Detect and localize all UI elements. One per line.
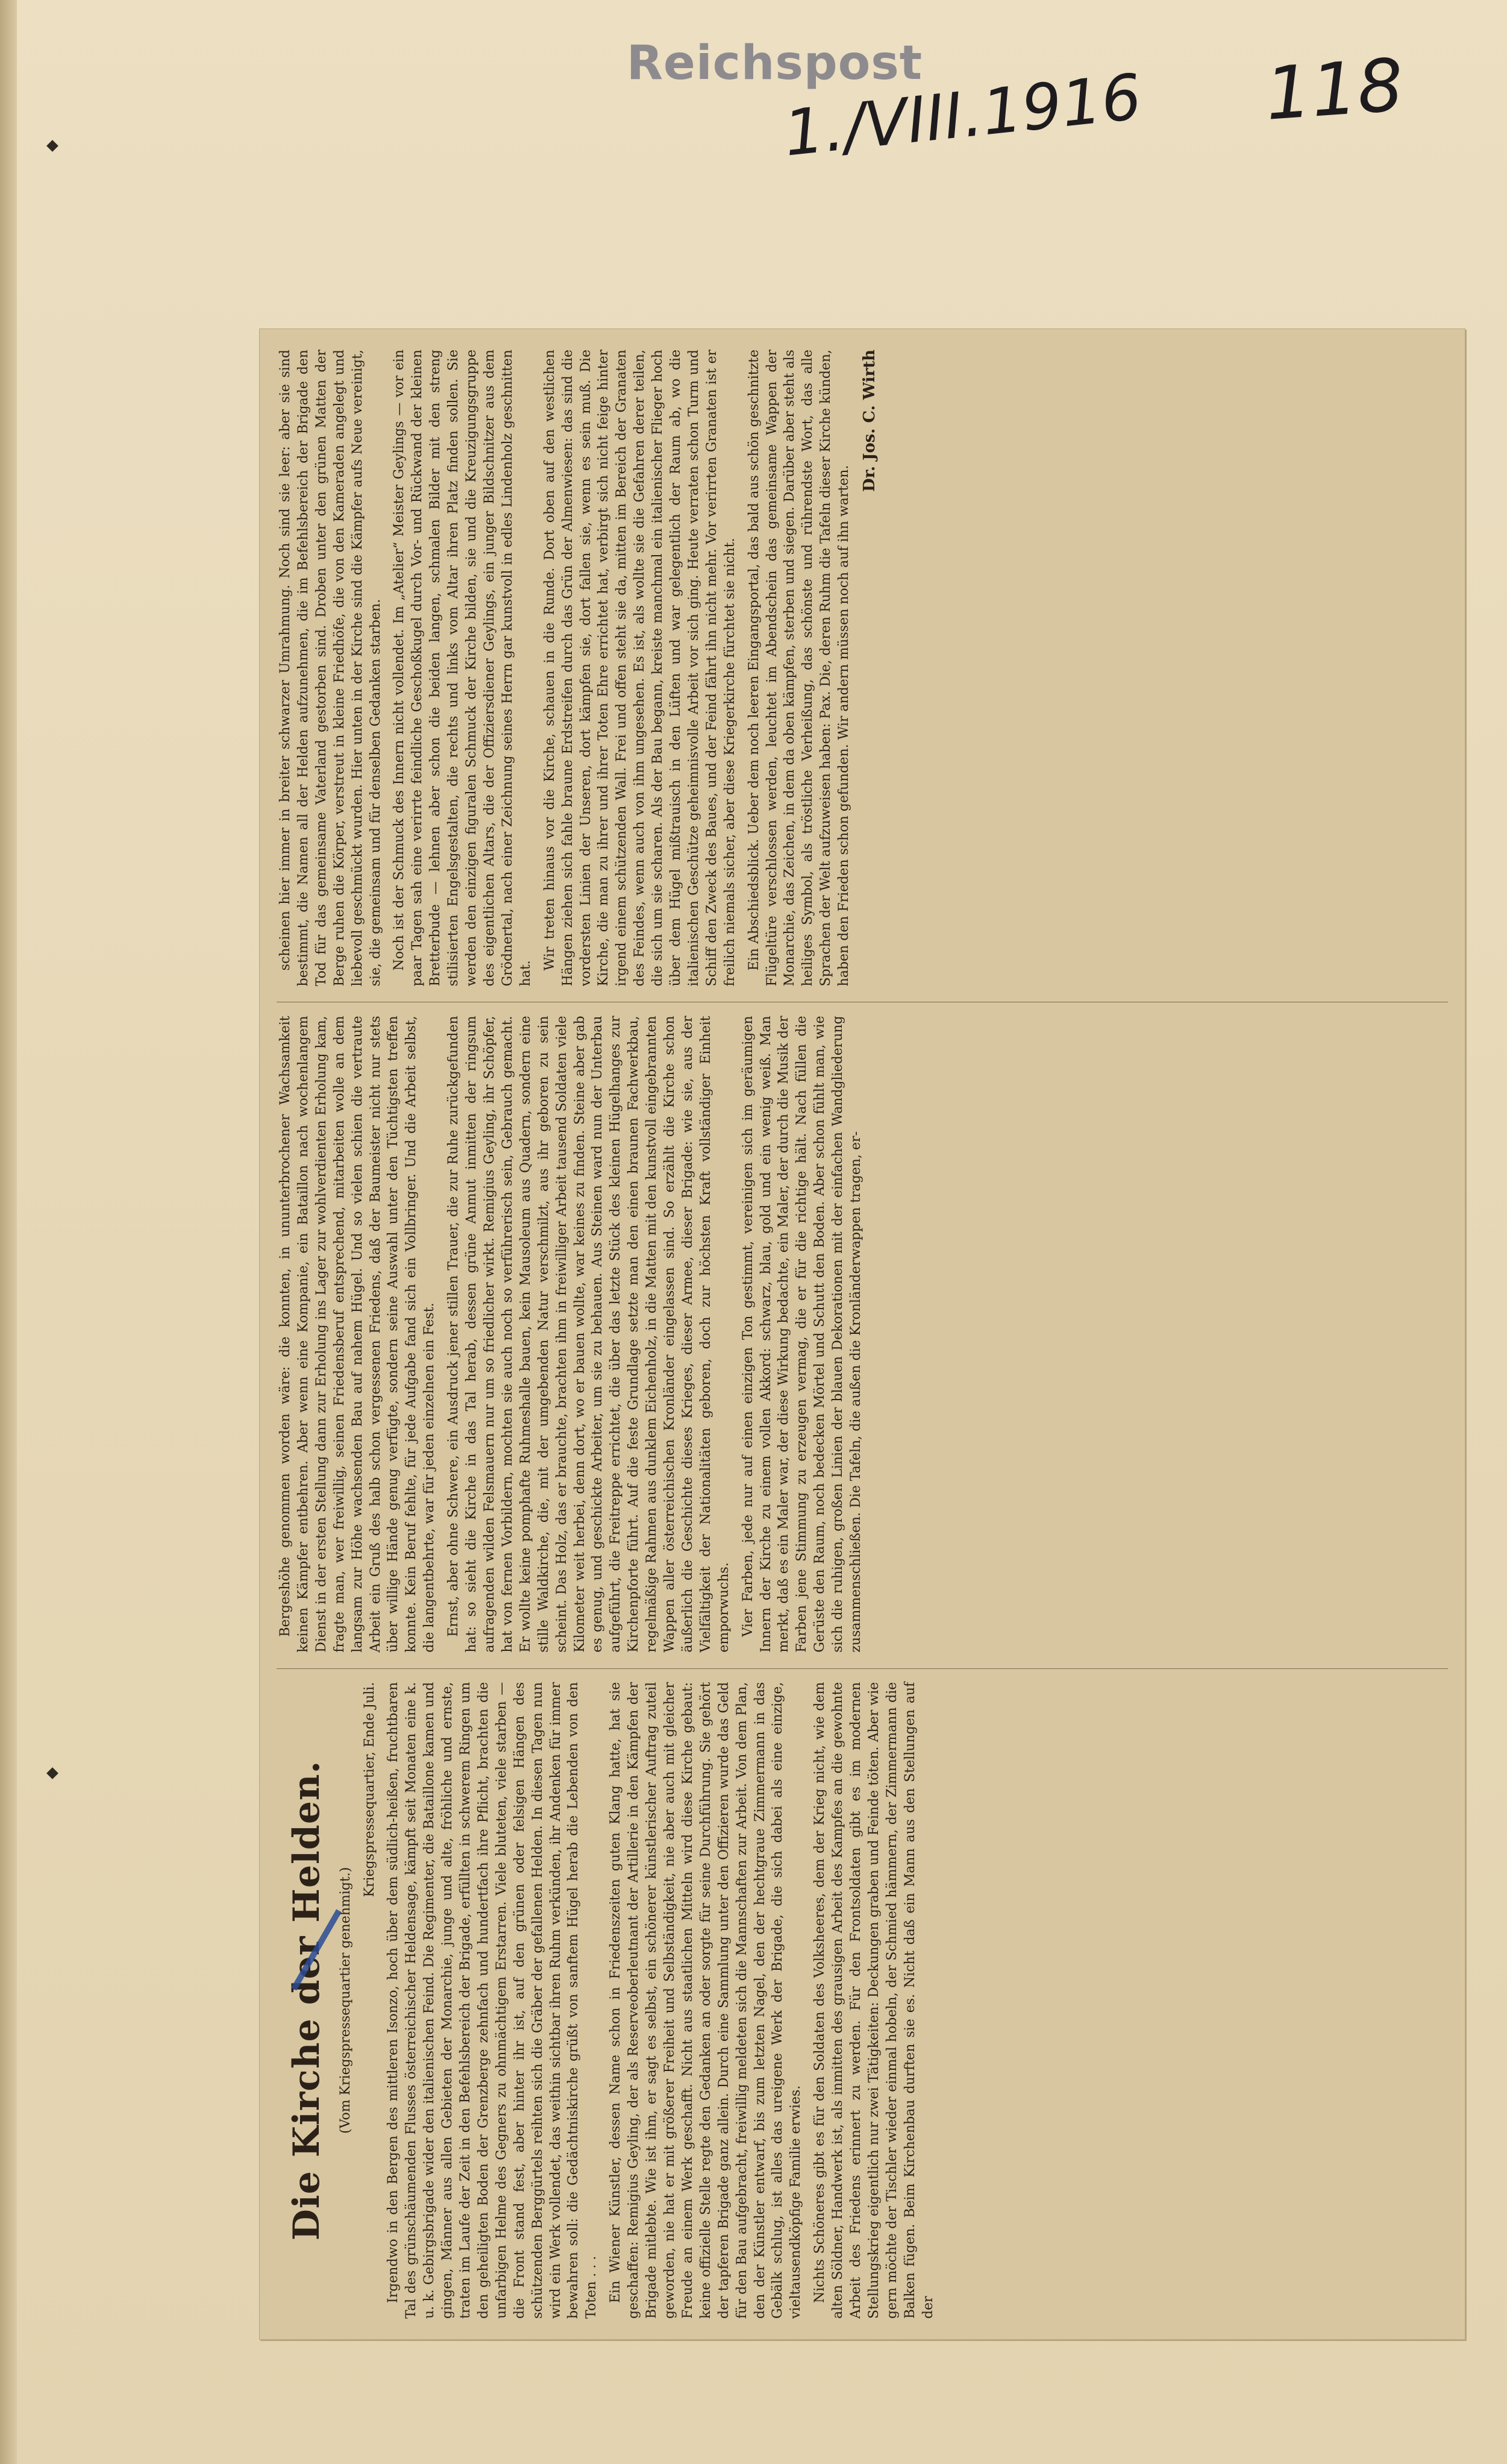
folio-number: 118 (1262, 43, 1406, 137)
article-paragraph: Noch ist der Schmuck des Innern nicht vollendet. Im „Atelier“ Meister Geylings — vor ein paar Tagen sah eine verirrte feindliche Geschoßkugel durch Vor- und Rückwand der kleinen Bretterbude — lehnen aber schon die beiden langen, schmalen Bilder mit den streng stilisierten Engelsgestalten, die rechts und links vom Altar ihren Platz finden sollen. Sie werden den einzigen figuralen Schmuck der Kirche bilden, sie und die Kreuzigungsgruppe des eigentlichen Altars, die der Offiziersdiener Geylings, ein junger Bildschnitzer aus dem Grödnertal, nach einer Zeichnung seines Herrn gar kunstvoll in edles Lindenholz geschnitten hat. (392, 350, 533, 987)
newspaper-stamp: Reichspost (627, 36, 923, 90)
pin-mark-icon (46, 140, 58, 152)
article-paragraph: Ein Wiener Künstler, dessen Name schon in Friedenszeiten guten Klang hatte, hat sie geschaffen: Remigius Geyling, der als Reserveoberleutnant der Artillerie in den Kämpfen der Brigade mitlebte. Wie ist ihm, er sagt es selbst, ein schönerer künstlerischer Auftrag zuteil geworden, nie hat er mit größerer Freiheit und Selbständigkeit, nie aber auch mit gleicher Freude an einem Werk geschafft. Nicht aus staatlichen Mitteln wird diese Kirche gebaut: keine offizielle Stelle regte den Gedanken an oder sorgte für seine Durchführung. Sie gehört der tapferen Brigade ganz allein. Durch eine Sammlung unter den Offizieren wurde das Geld für den Bau aufgebracht, freiwillig meldeten sich die Mannschaften zur Arbeit. Von dem Plan, den der Künstler entwarf, bis zum letzten Nagel, den der hechtgraue Zimmermann in das Gebälk schlug, ist alles das ureigene Werk der Brigade, die sich dabei als eine einzige, vieltausendköpfige Familie erwies. (608, 1682, 804, 2319)
article-paragraph: Nichts Schöneres gibt es für den Soldaten des Volksheeres, dem der Krieg nicht, wie dem alten Söldner, Handwerk ist, als inmitten des grausigen Arbeit des Kampfes an die gewohnte Arbeit des Friedens erinnert zu werden. Für den Frontsoldaten gibt es im modernen Stellungskrieg eigentlich nur zwei Tätigkeiten: Deckungen graben und Feinde töten. Aber wie gern möchte der Tischler wieder einmal hobeln, der Schmied hämmern, der Zimmermann die Balken fügen. Beim Kirchenbau durften sie es. Nicht daß ein Mann aus den Stellungen auf der (812, 1682, 936, 2319)
article-paragraph: Vier Farben, jede nur auf einen einzigen Ton gestimmt, vereinigen sich im geräumigen Innern der Kirche zu einem vollen Akkord: schwarz, blau, gold und ein wenig weiß. Man merkt, daß es ein Maler war, der diese Wirkung bedachte, ein Maler, der durch die Musik der Farben jene Stimmung zu erzeugen vermag, die er für die richtige hält. Nach füllen die Gerüste den Raum, noch bedecken Mörtel und Schutt den Boden. Aber schon fühlt man, wie sich die ruhigen, großen Linien der blauen Dekorationen mit der einfachen Wandgliederung zusammenschließen. Die Tafeln, die außen die Kronländerwappen tragen, er- (740, 1016, 864, 1653)
article-column-3 (277, 350, 1448, 986)
article-signature: Dr. Jos. C. Wirth (860, 350, 879, 492)
newspaper-clipping (259, 328, 1465, 2340)
article-paragraph: Wir treten hinaus vor die Kirche, schauen in die Runde. Dort oben auf den westlichen Hängen ziehen sich fahle braune Erdstreifen durch das Grün der Almenwiesen: das sind die vordersten Linien der Unseren, dort kämpfen sie, dort fallen sie, wenn es sein muß. Die Kirche, die man zu ihrer und ihrer Toten Ehre errichtet hat, verbirgt sich nicht feige hinter irgend einem schützenden Wall. Frei und offen steht sie da, mitten im Bereich der Granaten des Feindes, wenn auch von ihm ungesehen. Es ist, als wollte sie die Gefahren derer teilen, die sich um sie scharen. Als der Bau begann, kreiste manchmal ein italienischer Flieger hoch über dem Hügel mißtrauisch in den Lüften und war gelegentlich der Raum ab, wo die italienischen Geschütze geheimnisvolle Arbeit vor sich ging. Heute verraten schon Turm und Schiff den Zweck des Baues, und der Feind fährt ihn nicht mehr. Vor verirrten Granaten ist er freilich niemals sicher, aber diese Kriegerkirche fürchtet sie nicht. (542, 350, 738, 987)
article-byline: (Vom Kriegspressequartier genehmigt.) (337, 1867, 353, 2134)
rotated-article (260, 329, 1465, 2339)
handwritten-date: 1./VIII.1916 (780, 60, 1145, 171)
article-column-1 (277, 1668, 1448, 2319)
pin-mark-icon (46, 1767, 58, 1779)
paper-edge (0, 0, 17, 2464)
article-paragraph: Ein Abschiedsblick. Ueber dem noch leeren Eingangsportal, das bald aus schön geschnitzte Flügeltüre verschlossen werden, leuchtet im Abendschein das gemeinsame Wappen der Monarchie, das Zeichen, in dem da oben kämpfen, sterben und siegen. Darüber aber steht als heiliges Symbol, als tröstliche Verheißung, das schönste und rührendste Wort, das alle Sprachen der Welt aufzuweisen haben: Pax. Die, deren Ruhm die Tafeln dieser Kirche künden, haben den Frieden schon gefunden. Wir andern müssen noch auf ihn warten. (746, 350, 852, 987)
article-column-2 (277, 1002, 1448, 1652)
article-paragraph: Bergeshöhe genommen worden wäre: die konnten, in ununterbrochener Wachsamkeit keinen Kämpfer entbehren. Aber wenn eine Kompanie, ein Bataillon nach wochenlangem Dienst in der ersten Stellung dann zur Erholung ins Lager zur wohlverdienten Erholung kam, fragte man, wer freiwillig, seinen Friedensberuf entsprechend, mitarbeiten wolle an dem langsam zur Höhe wachsenden Bau auf nahem Hügel. Und so vielen schien die vertraute Arbeit ein Gruß des halb schon vergessenen Friedens, daß der Baumeister nicht nur stets über willige Hände genug verfügte, sondern seine Auswahl unter den Tüchtigsten treffen konnte. Kein Beruf fehlte, für jede Aufgabe fand sich ein Vollbringer. Und die Arbeit selbst, die langentbehrte, war für jeden einzelnen ein Fest. (278, 1016, 437, 1653)
article-paragraph: scheinen hier immer in breiter schwarzer Umrahmung. Noch sind sie leer: aber sie sind bestimmt, die Namen all der Helden aufzunehmen, die im Befehlsbereich der Brigade den Tod für das gemeinsame Vaterland gestorben sind. Droben unter den grünen Matten der Berge ruhen die Körper, verstreut in kleine Friedhöfe, die von den Kameraden angelegt und liebevoll geschmückt wurden. Hier unten in der Kirche sind die Kämpfer aufs Neue vereinigt, sie, die gemeinsam und für denselben Gedanken starben. (278, 350, 383, 987)
article-dateline: Kriegspressequartier, Ende Juli. (362, 1682, 377, 1897)
article-title: Die Kirche der Helden. (286, 1760, 328, 2241)
article-paragraph: Irgendwo in den Bergen des mittleren Isonzo, hoch über dem südlich-heißen, fruchtbaren Tal des grünschäumenden Flusses österreichischer Heldensage, kämpft seit Monaten eine k. u. k. Gebirgsbrigade wider den italienischen Feind. Die Regimenter, die Bataillone kamen und gingen, Männer aus allen Gebieten der Monarchie, junge und alte, fröhliche und ernste, traten im Laufe der Zeit in den Befehlsbereich der Brigade, erfüllten in schwerem Ringen um den geheiligten Boden der Grenzberge zehnfach und hundertfach ihre Pflicht, brachten die unfarbigen Helme des Gegners zu ohnmächtigem Erstarren. Viele bluteten, viele starben — die Front stand fest, aber hinter ihr ist, auf den grünen oder felsigen Hängen des schützenden Berggürtels reihten sich die Gräber der gefallenen Helden. In diesen Tagen nun wird ein Werk vollendet, das weithin sichtbar ihren Ruhm verkünden, ihr Andenken für immer bewahren soll: die Gedächtniskirche grüßt von sanftem Hügel herab die Lebenden von den Toten . . . (386, 1682, 600, 2319)
article-paragraph: Ernst, aber ohne Schwere, ein Ausdruck jener stillen Trauer, die zur Ruhe zurückgefunden hat: so sieht die Kirche in das Tal herab, dessen grüne Anmut inmitten der ringsum aufragenden wilden Felsmauern nur um so friedlicher wirkt. Remigius Geyling, ihr Schöpfer, hat von fernen Vorbildern, mochten sie auch noch so verführerisch sein, Gebrauch gemacht. Er wollte keine pomphafte Ruhmeshalle bauen, kein Mausoleum aus Quadern, sondern eine stille Waldkirche, die, mit der umgebenden Natur verschmilzt, aus ihr geboren zu sein scheint. Das Holz, das er brauchte, brachten ihm in freiwilliger Arbeit tausend Soldaten viele Kilometer weit herbei, denn dort, wo er bauen wollte, war keines zu finden. Steine aber gab es genug, und geschickte Arbeiter, um sie zu behauen. Aus Steinen ward nun der Unterbau aufgeführt, die Freitreppe errichtet, die über das letzte Stück des kleinen Hügelhanges zur Kirchenpforte führt. Auf die feste Grundlage setzte man den einen braunen Fachwerkbau, regelmäßige Rahmen aus dunklem Eichenholz, in die Matten mit den kunstvoll eingebrannten Wappen aller österreichischen Kronländer eingelassen sind. So erzählt die Kirche schon äußerlich die Geschichte dieses Krieges, dieser Armee, dieser Brigade: wie sie, aus der Vielfältigkeit der Nationalitäten geboren, doch zur höchsten Kraft vollständiger Einheit emporwuchs. (446, 1016, 732, 1653)
